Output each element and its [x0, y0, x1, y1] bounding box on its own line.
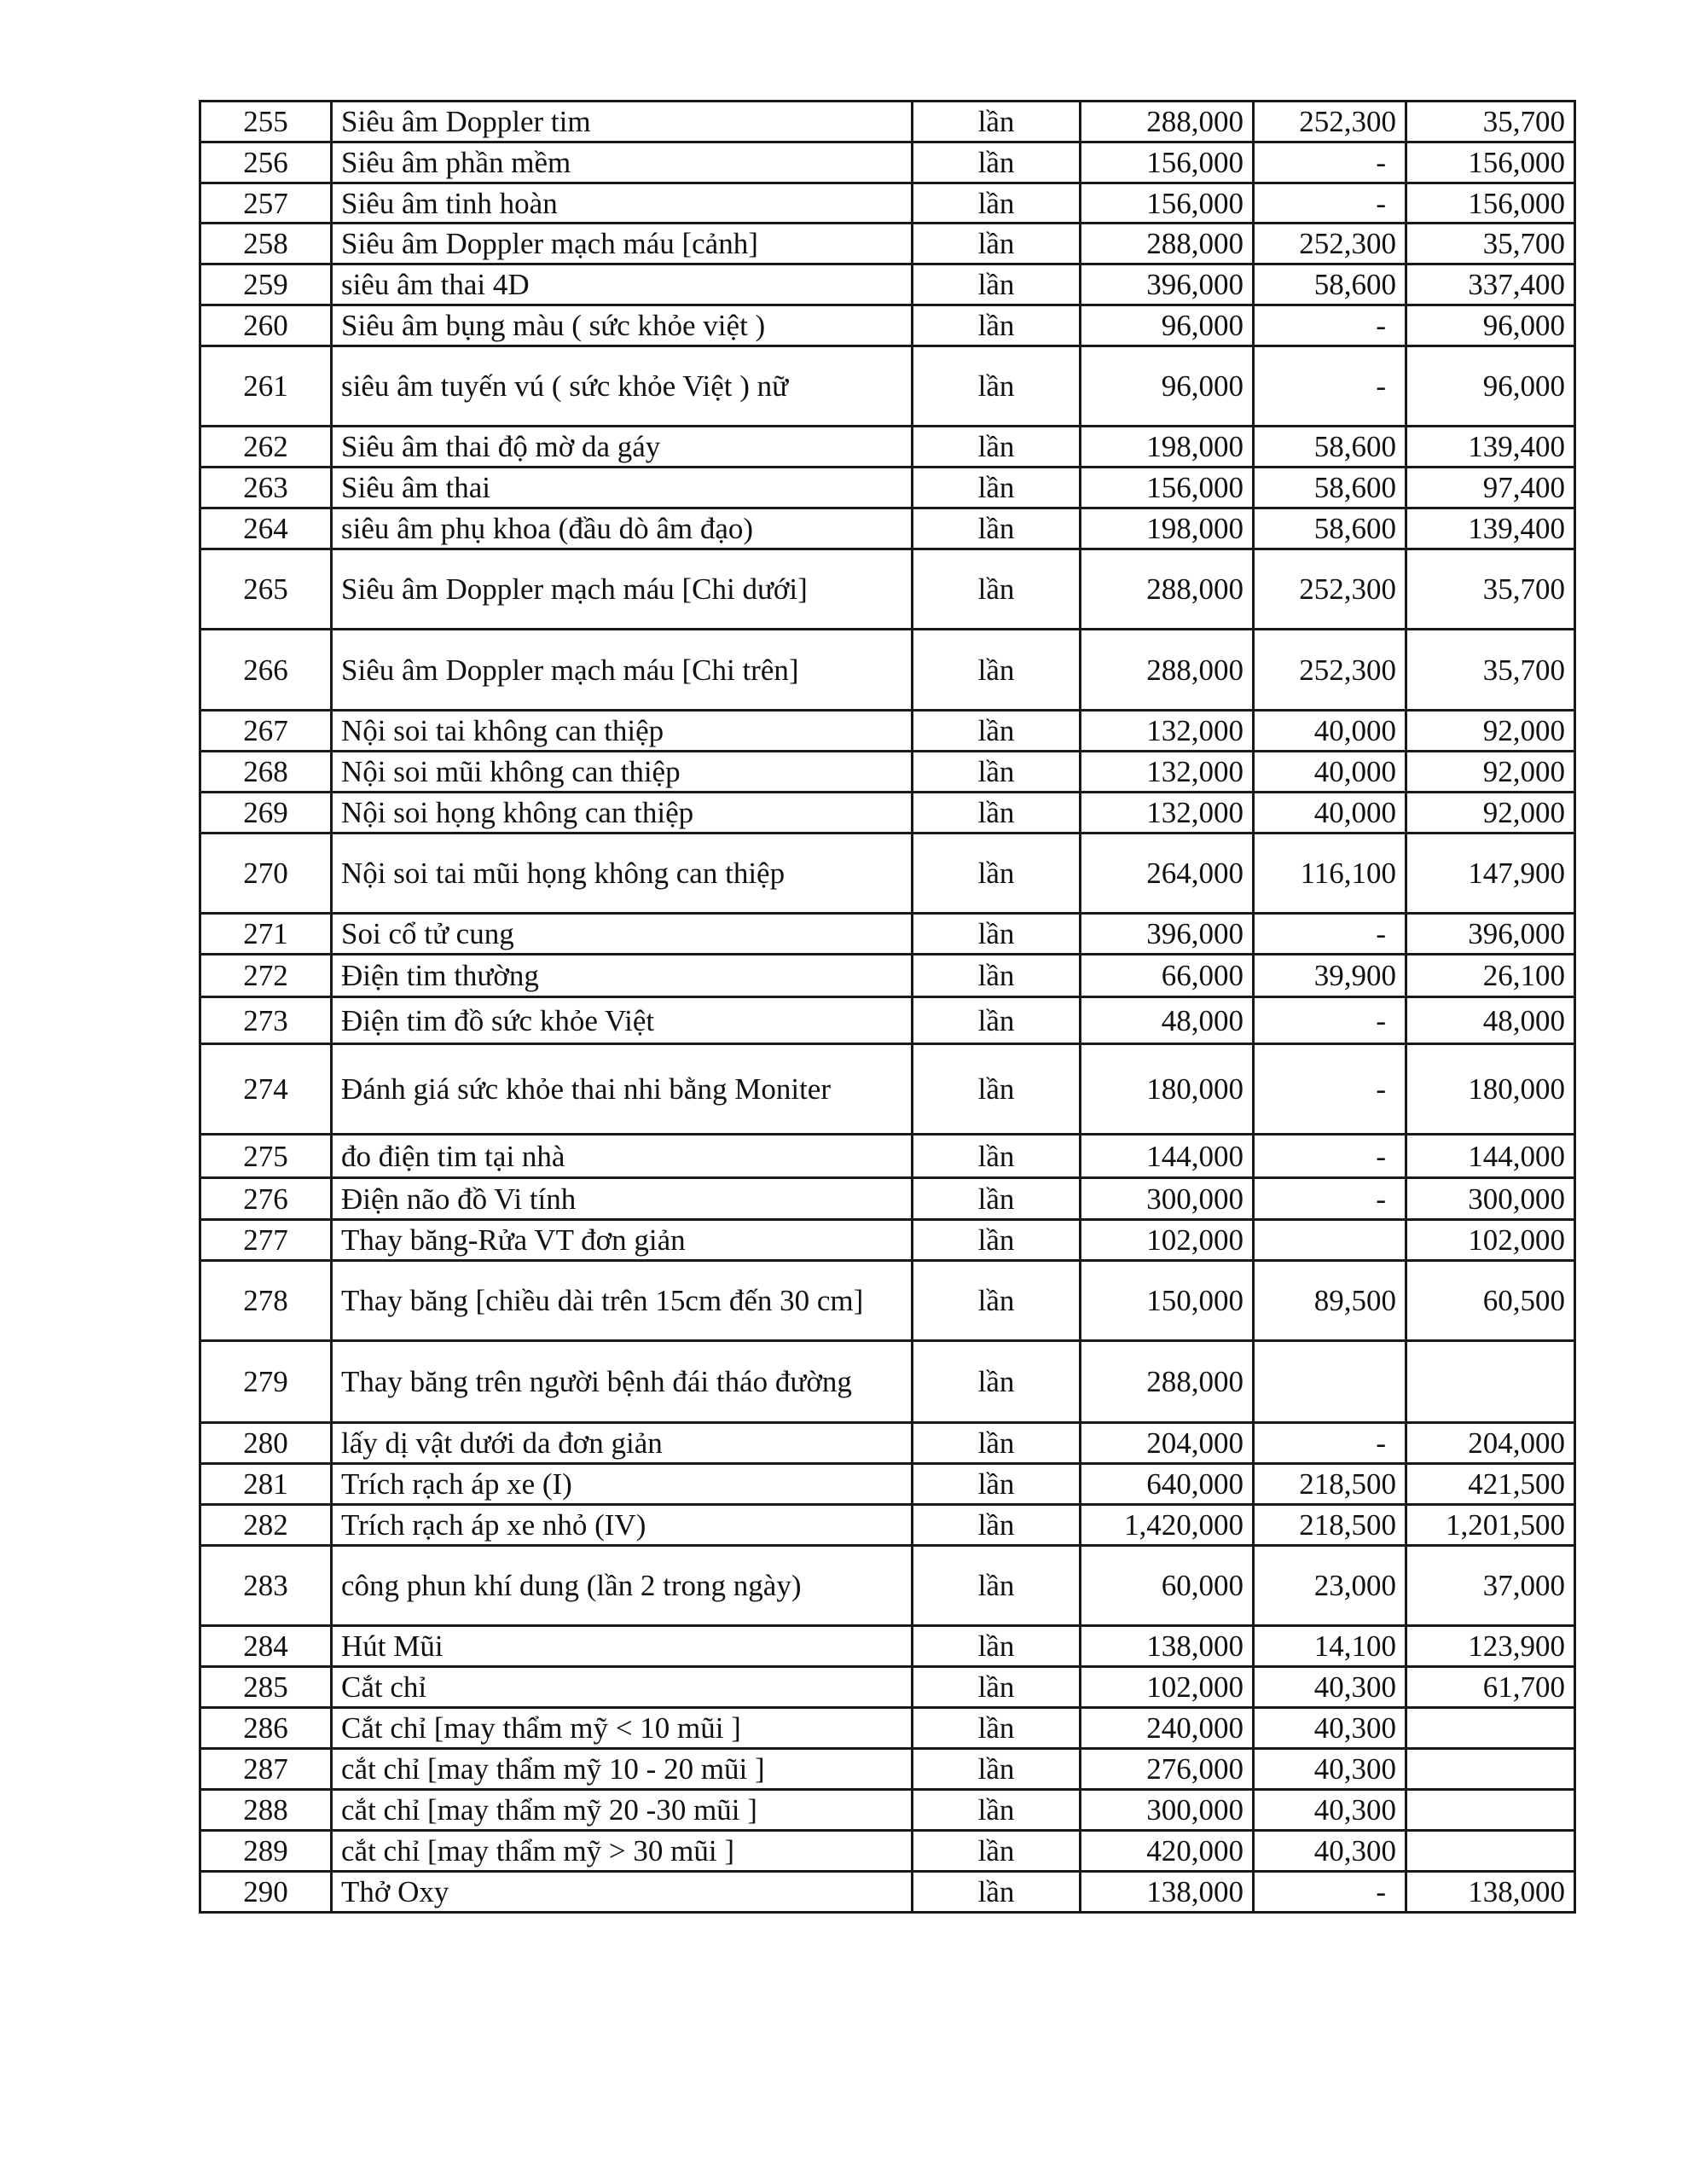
price-difference: 61,700 [1406, 1667, 1575, 1708]
table-row [200, 1178, 1575, 1220]
table-row [200, 1708, 1575, 1749]
row-number: 257 [200, 183, 332, 224]
table-row [200, 834, 1575, 914]
service-name: Nội soi mũi không can thiệp [332, 752, 913, 793]
table-row [200, 630, 1575, 711]
table-row [200, 224, 1575, 264]
service-name: Nội soi họng không can thiệp [332, 793, 913, 834]
service-price: 156,000 [1081, 183, 1254, 224]
price-difference: 147,900 [1406, 834, 1575, 914]
insurance-price: 58,600 [1254, 264, 1406, 305]
row-number: 285 [200, 1667, 332, 1708]
insurance-price: 218,500 [1254, 1464, 1406, 1505]
service-price: 96,000 [1081, 346, 1254, 427]
price-difference [1406, 1749, 1575, 1790]
table-row [200, 1261, 1575, 1341]
insurance-price: - [1254, 305, 1406, 346]
service-name: công phun khí dung (lần 2 trong ngày) [332, 1546, 913, 1626]
price-difference: 138,000 [1406, 1872, 1575, 1913]
service-name: Thay băng trên người bệnh đái tháo đường [332, 1341, 913, 1423]
table-row [200, 793, 1575, 834]
service-price: 96,000 [1081, 305, 1254, 346]
service-price: 102,000 [1081, 1220, 1254, 1261]
unit-cell: lần [913, 1423, 1081, 1464]
row-number: 274 [200, 1044, 332, 1135]
service-price: 396,000 [1081, 264, 1254, 305]
table-row [200, 264, 1575, 305]
table-row [200, 1505, 1575, 1546]
price-difference [1406, 1790, 1575, 1831]
insurance-price: 252,300 [1254, 224, 1406, 264]
table-row [200, 752, 1575, 793]
insurance-price: 89,500 [1254, 1261, 1406, 1341]
insurance-price: 39,900 [1254, 955, 1406, 997]
service-price: 132,000 [1081, 711, 1254, 752]
service-name: lấy dị vật dưới da đơn giản [332, 1423, 913, 1464]
insurance-price: 58,600 [1254, 427, 1406, 468]
price-difference: 96,000 [1406, 346, 1575, 427]
service-price: 156,000 [1081, 142, 1254, 183]
unit-cell: lần [913, 346, 1081, 427]
row-number: 278 [200, 1261, 332, 1341]
price-difference: 139,400 [1406, 427, 1575, 468]
price-difference: 35,700 [1406, 224, 1575, 264]
table-row [200, 183, 1575, 224]
price-difference: 35,700 [1406, 630, 1575, 711]
row-number: 279 [200, 1341, 332, 1423]
table-row [200, 1044, 1575, 1135]
table-row [200, 955, 1575, 997]
unit-cell: lần [913, 1667, 1081, 1708]
service-price: 138,000 [1081, 1626, 1254, 1667]
table-row [200, 305, 1575, 346]
unit-cell: lần [913, 914, 1081, 955]
service-name: cắt chỉ [may thẩm mỹ 20 -30 mũi ] [332, 1790, 913, 1831]
table-row [200, 1667, 1575, 1708]
price-difference: 204,000 [1406, 1423, 1575, 1464]
service-name: Soi cổ tử cung [332, 914, 913, 955]
price-difference: 144,000 [1406, 1135, 1575, 1178]
price-difference: 156,000 [1406, 142, 1575, 183]
service-price: 1,420,000 [1081, 1505, 1254, 1546]
row-number: 276 [200, 1178, 332, 1220]
unit-cell: lần [913, 1790, 1081, 1831]
row-number: 268 [200, 752, 332, 793]
service-price: 180,000 [1081, 1044, 1254, 1135]
table-row [200, 1220, 1575, 1261]
service-name: Trích rạch áp xe (I) [332, 1464, 913, 1505]
price-difference: 123,900 [1406, 1626, 1575, 1667]
unit-cell: lần [913, 630, 1081, 711]
service-price: 300,000 [1081, 1178, 1254, 1220]
service-price: 264,000 [1081, 834, 1254, 914]
unit-cell: lần [913, 834, 1081, 914]
insurance-price: 252,300 [1254, 549, 1406, 630]
unit-cell: lần [913, 183, 1081, 224]
unit-cell: lần [913, 224, 1081, 264]
table-row [200, 1626, 1575, 1667]
service-name: Điện não đồ Vi tính [332, 1178, 913, 1220]
service-name: siêu âm thai 4D [332, 264, 913, 305]
price-difference: 60,500 [1406, 1261, 1575, 1341]
table-row [200, 508, 1575, 549]
unit-cell: lần [913, 1546, 1081, 1626]
unit-cell: lần [913, 142, 1081, 183]
unit-cell: lần [913, 1341, 1081, 1423]
service-name: Siêu âm Doppler mạch máu [Chi trên] [332, 630, 913, 711]
service-name: Đánh giá sức khỏe thai nhi bằng Moniter [332, 1044, 913, 1135]
price-difference: 396,000 [1406, 914, 1575, 955]
price-difference: 92,000 [1406, 711, 1575, 752]
row-number: 266 [200, 630, 332, 711]
row-number: 261 [200, 346, 332, 427]
insurance-price [1254, 1220, 1406, 1261]
row-number: 260 [200, 305, 332, 346]
price-difference: 97,400 [1406, 468, 1575, 508]
insurance-price: - [1254, 1423, 1406, 1464]
insurance-price: 252,300 [1254, 102, 1406, 142]
service-price: 288,000 [1081, 549, 1254, 630]
service-price: 150,000 [1081, 1261, 1254, 1341]
insurance-price [1254, 1341, 1406, 1423]
price-difference: 48,000 [1406, 997, 1575, 1044]
insurance-price: 23,000 [1254, 1546, 1406, 1626]
row-number: 263 [200, 468, 332, 508]
service-price: 288,000 [1081, 1341, 1254, 1423]
service-name: Siêu âm thai [332, 468, 913, 508]
table-row [200, 102, 1575, 142]
row-number: 290 [200, 1872, 332, 1913]
row-number: 258 [200, 224, 332, 264]
service-name: Thở Oxy [332, 1872, 913, 1913]
price-difference: 96,000 [1406, 305, 1575, 346]
service-name: Siêu âm phần mềm [332, 142, 913, 183]
insurance-price: - [1254, 1872, 1406, 1913]
price-difference: 92,000 [1406, 793, 1575, 834]
service-name: Điện tim thường [332, 955, 913, 997]
row-number: 283 [200, 1546, 332, 1626]
unit-cell: lần [913, 508, 1081, 549]
insurance-price: 40,300 [1254, 1749, 1406, 1790]
price-difference: 180,000 [1406, 1044, 1575, 1135]
unit-cell: lần [913, 305, 1081, 346]
unit-cell: lần [913, 468, 1081, 508]
service-price: 66,000 [1081, 955, 1254, 997]
service-price: 198,000 [1081, 508, 1254, 549]
insurance-price: 40,300 [1254, 1667, 1406, 1708]
service-name: Điện tim đồ sức khỏe Việt [332, 997, 913, 1044]
service-name: Nội soi tai không can thiệp [332, 711, 913, 752]
insurance-price: - [1254, 142, 1406, 183]
table-row [200, 1464, 1575, 1505]
service-price: 240,000 [1081, 1708, 1254, 1749]
service-price: 288,000 [1081, 102, 1254, 142]
table-row [200, 1423, 1575, 1464]
unit-cell: lần [913, 1708, 1081, 1749]
service-name: Hút Mũi [332, 1626, 913, 1667]
row-number: 287 [200, 1749, 332, 1790]
insurance-price: 58,600 [1254, 508, 1406, 549]
unit-cell: lần [913, 1505, 1081, 1546]
insurance-price: 40,300 [1254, 1831, 1406, 1872]
row-number: 272 [200, 955, 332, 997]
row-number: 270 [200, 834, 332, 914]
row-number: 282 [200, 1505, 332, 1546]
row-number: 275 [200, 1135, 332, 1178]
service-price: 300,000 [1081, 1790, 1254, 1831]
insurance-price: 14,100 [1254, 1626, 1406, 1667]
insurance-price: 40,000 [1254, 752, 1406, 793]
unit-cell: lần [913, 1749, 1081, 1790]
unit-cell: lần [913, 1872, 1081, 1913]
unit-cell: lần [913, 1178, 1081, 1220]
table-row [200, 1135, 1575, 1178]
row-number: 262 [200, 427, 332, 468]
price-difference [1406, 1831, 1575, 1872]
service-name: đo điện tim tại nhà [332, 1135, 913, 1178]
service-price: 396,000 [1081, 914, 1254, 955]
table-row [200, 1872, 1575, 1913]
unit-cell: lần [913, 997, 1081, 1044]
service-price: 60,000 [1081, 1546, 1254, 1626]
table-row [200, 1546, 1575, 1626]
price-difference: 35,700 [1406, 549, 1575, 630]
insurance-price: - [1254, 1178, 1406, 1220]
price-difference [1406, 1341, 1575, 1423]
service-fee-table [199, 100, 1576, 1914]
table-row [200, 468, 1575, 508]
unit-cell: lần [913, 1626, 1081, 1667]
service-price: 138,000 [1081, 1872, 1254, 1913]
service-name: cắt chỉ [may thẩm mỹ > 30 mũi ] [332, 1831, 913, 1872]
row-number: 280 [200, 1423, 332, 1464]
service-name: Nội soi tai mũi họng không can thiệp [332, 834, 913, 914]
service-price: 102,000 [1081, 1667, 1254, 1708]
price-difference: 37,000 [1406, 1546, 1575, 1626]
table-row [200, 1831, 1575, 1872]
service-name: cắt chỉ [may thẩm mỹ 10 - 20 mũi ] [332, 1749, 913, 1790]
unit-cell: lần [913, 1044, 1081, 1135]
unit-cell: lần [913, 752, 1081, 793]
insurance-price: - [1254, 183, 1406, 224]
row-number: 267 [200, 711, 332, 752]
insurance-price: 58,600 [1254, 468, 1406, 508]
service-price: 48,000 [1081, 997, 1254, 1044]
service-name: Cắt chỉ [332, 1667, 913, 1708]
service-name: Siêu âm tinh hoàn [332, 183, 913, 224]
service-price: 132,000 [1081, 752, 1254, 793]
service-name: Siêu âm bụng màu ( sức khỏe việt ) [332, 305, 913, 346]
unit-cell: lần [913, 102, 1081, 142]
service-name: Thay băng-Rửa VT đơn giản [332, 1220, 913, 1261]
insurance-price: 40,000 [1254, 793, 1406, 834]
insurance-price: 40,000 [1254, 711, 1406, 752]
service-name: Siêu âm thai độ mờ da gáy [332, 427, 913, 468]
insurance-price: 252,300 [1254, 630, 1406, 711]
price-difference: 35,700 [1406, 102, 1575, 142]
insurance-price: 116,100 [1254, 834, 1406, 914]
unit-cell: lần [913, 955, 1081, 997]
service-price: 640,000 [1081, 1464, 1254, 1505]
table-row [200, 549, 1575, 630]
service-name: Trích rạch áp xe nhỏ (IV) [332, 1505, 913, 1546]
service-price: 156,000 [1081, 468, 1254, 508]
service-price: 420,000 [1081, 1831, 1254, 1872]
insurance-price: - [1254, 997, 1406, 1044]
table-row [200, 142, 1575, 183]
table-row [200, 346, 1575, 427]
unit-cell: lần [913, 1831, 1081, 1872]
price-difference: 139,400 [1406, 508, 1575, 549]
service-price: 144,000 [1081, 1135, 1254, 1178]
row-number: 288 [200, 1790, 332, 1831]
unit-cell: lần [913, 1464, 1081, 1505]
row-number: 277 [200, 1220, 332, 1261]
service-name: Siêu âm Doppler mạch máu [Chi dưới] [332, 549, 913, 630]
row-number: 286 [200, 1708, 332, 1749]
row-number: 255 [200, 102, 332, 142]
table-row [200, 427, 1575, 468]
row-number: 265 [200, 549, 332, 630]
service-price: 204,000 [1081, 1423, 1254, 1464]
table-row [200, 1790, 1575, 1831]
unit-cell: lần [913, 1261, 1081, 1341]
price-difference: 300,000 [1406, 1178, 1575, 1220]
unit-cell: lần [913, 264, 1081, 305]
insurance-price: - [1254, 914, 1406, 955]
insurance-price: 40,300 [1254, 1708, 1406, 1749]
table-row [200, 914, 1575, 955]
row-number: 273 [200, 997, 332, 1044]
table-row [200, 711, 1575, 752]
row-number: 269 [200, 793, 332, 834]
insurance-price: - [1254, 346, 1406, 427]
service-name: Siêu âm Doppler mạch máu [cảnh] [332, 224, 913, 264]
price-difference: 337,400 [1406, 264, 1575, 305]
price-difference: 92,000 [1406, 752, 1575, 793]
insurance-price: - [1254, 1135, 1406, 1178]
row-number: 256 [200, 142, 332, 183]
price-difference: 1,201,500 [1406, 1505, 1575, 1546]
unit-cell: lần [913, 711, 1081, 752]
service-price: 288,000 [1081, 224, 1254, 264]
unit-cell: lần [913, 427, 1081, 468]
service-name: Cắt chỉ [may thẩm mỹ < 10 mũi ] [332, 1708, 913, 1749]
price-difference [1406, 1708, 1575, 1749]
service-name: siêu âm tuyến vú ( sức khỏe Việt ) nữ [332, 346, 913, 427]
row-number: 271 [200, 914, 332, 955]
service-price: 276,000 [1081, 1749, 1254, 1790]
table-body [200, 102, 1575, 1913]
unit-cell: lần [913, 1220, 1081, 1261]
insurance-price: 40,300 [1254, 1790, 1406, 1831]
unit-cell: lần [913, 549, 1081, 630]
price-difference: 102,000 [1406, 1220, 1575, 1261]
row-number: 281 [200, 1464, 332, 1505]
row-number: 259 [200, 264, 332, 305]
service-name: siêu âm phụ khoa (đầu dò âm đạo) [332, 508, 913, 549]
insurance-price: - [1254, 1044, 1406, 1135]
service-price: 132,000 [1081, 793, 1254, 834]
service-name: Siêu âm Doppler tim [332, 102, 913, 142]
row-number: 264 [200, 508, 332, 549]
unit-cell: lần [913, 793, 1081, 834]
price-difference: 26,100 [1406, 955, 1575, 997]
row-number: 284 [200, 1626, 332, 1667]
unit-cell: lần [913, 1135, 1081, 1178]
table-row [200, 997, 1575, 1044]
table-row [200, 1749, 1575, 1790]
row-number: 289 [200, 1831, 332, 1872]
price-difference: 156,000 [1406, 183, 1575, 224]
insurance-price: 218,500 [1254, 1505, 1406, 1546]
service-price: 198,000 [1081, 427, 1254, 468]
service-price: 288,000 [1081, 630, 1254, 711]
table-row [200, 1341, 1575, 1423]
service-name: Thay băng [chiều dài trên 15cm đến 30 cm] [332, 1261, 913, 1341]
price-difference: 421,500 [1406, 1464, 1575, 1505]
